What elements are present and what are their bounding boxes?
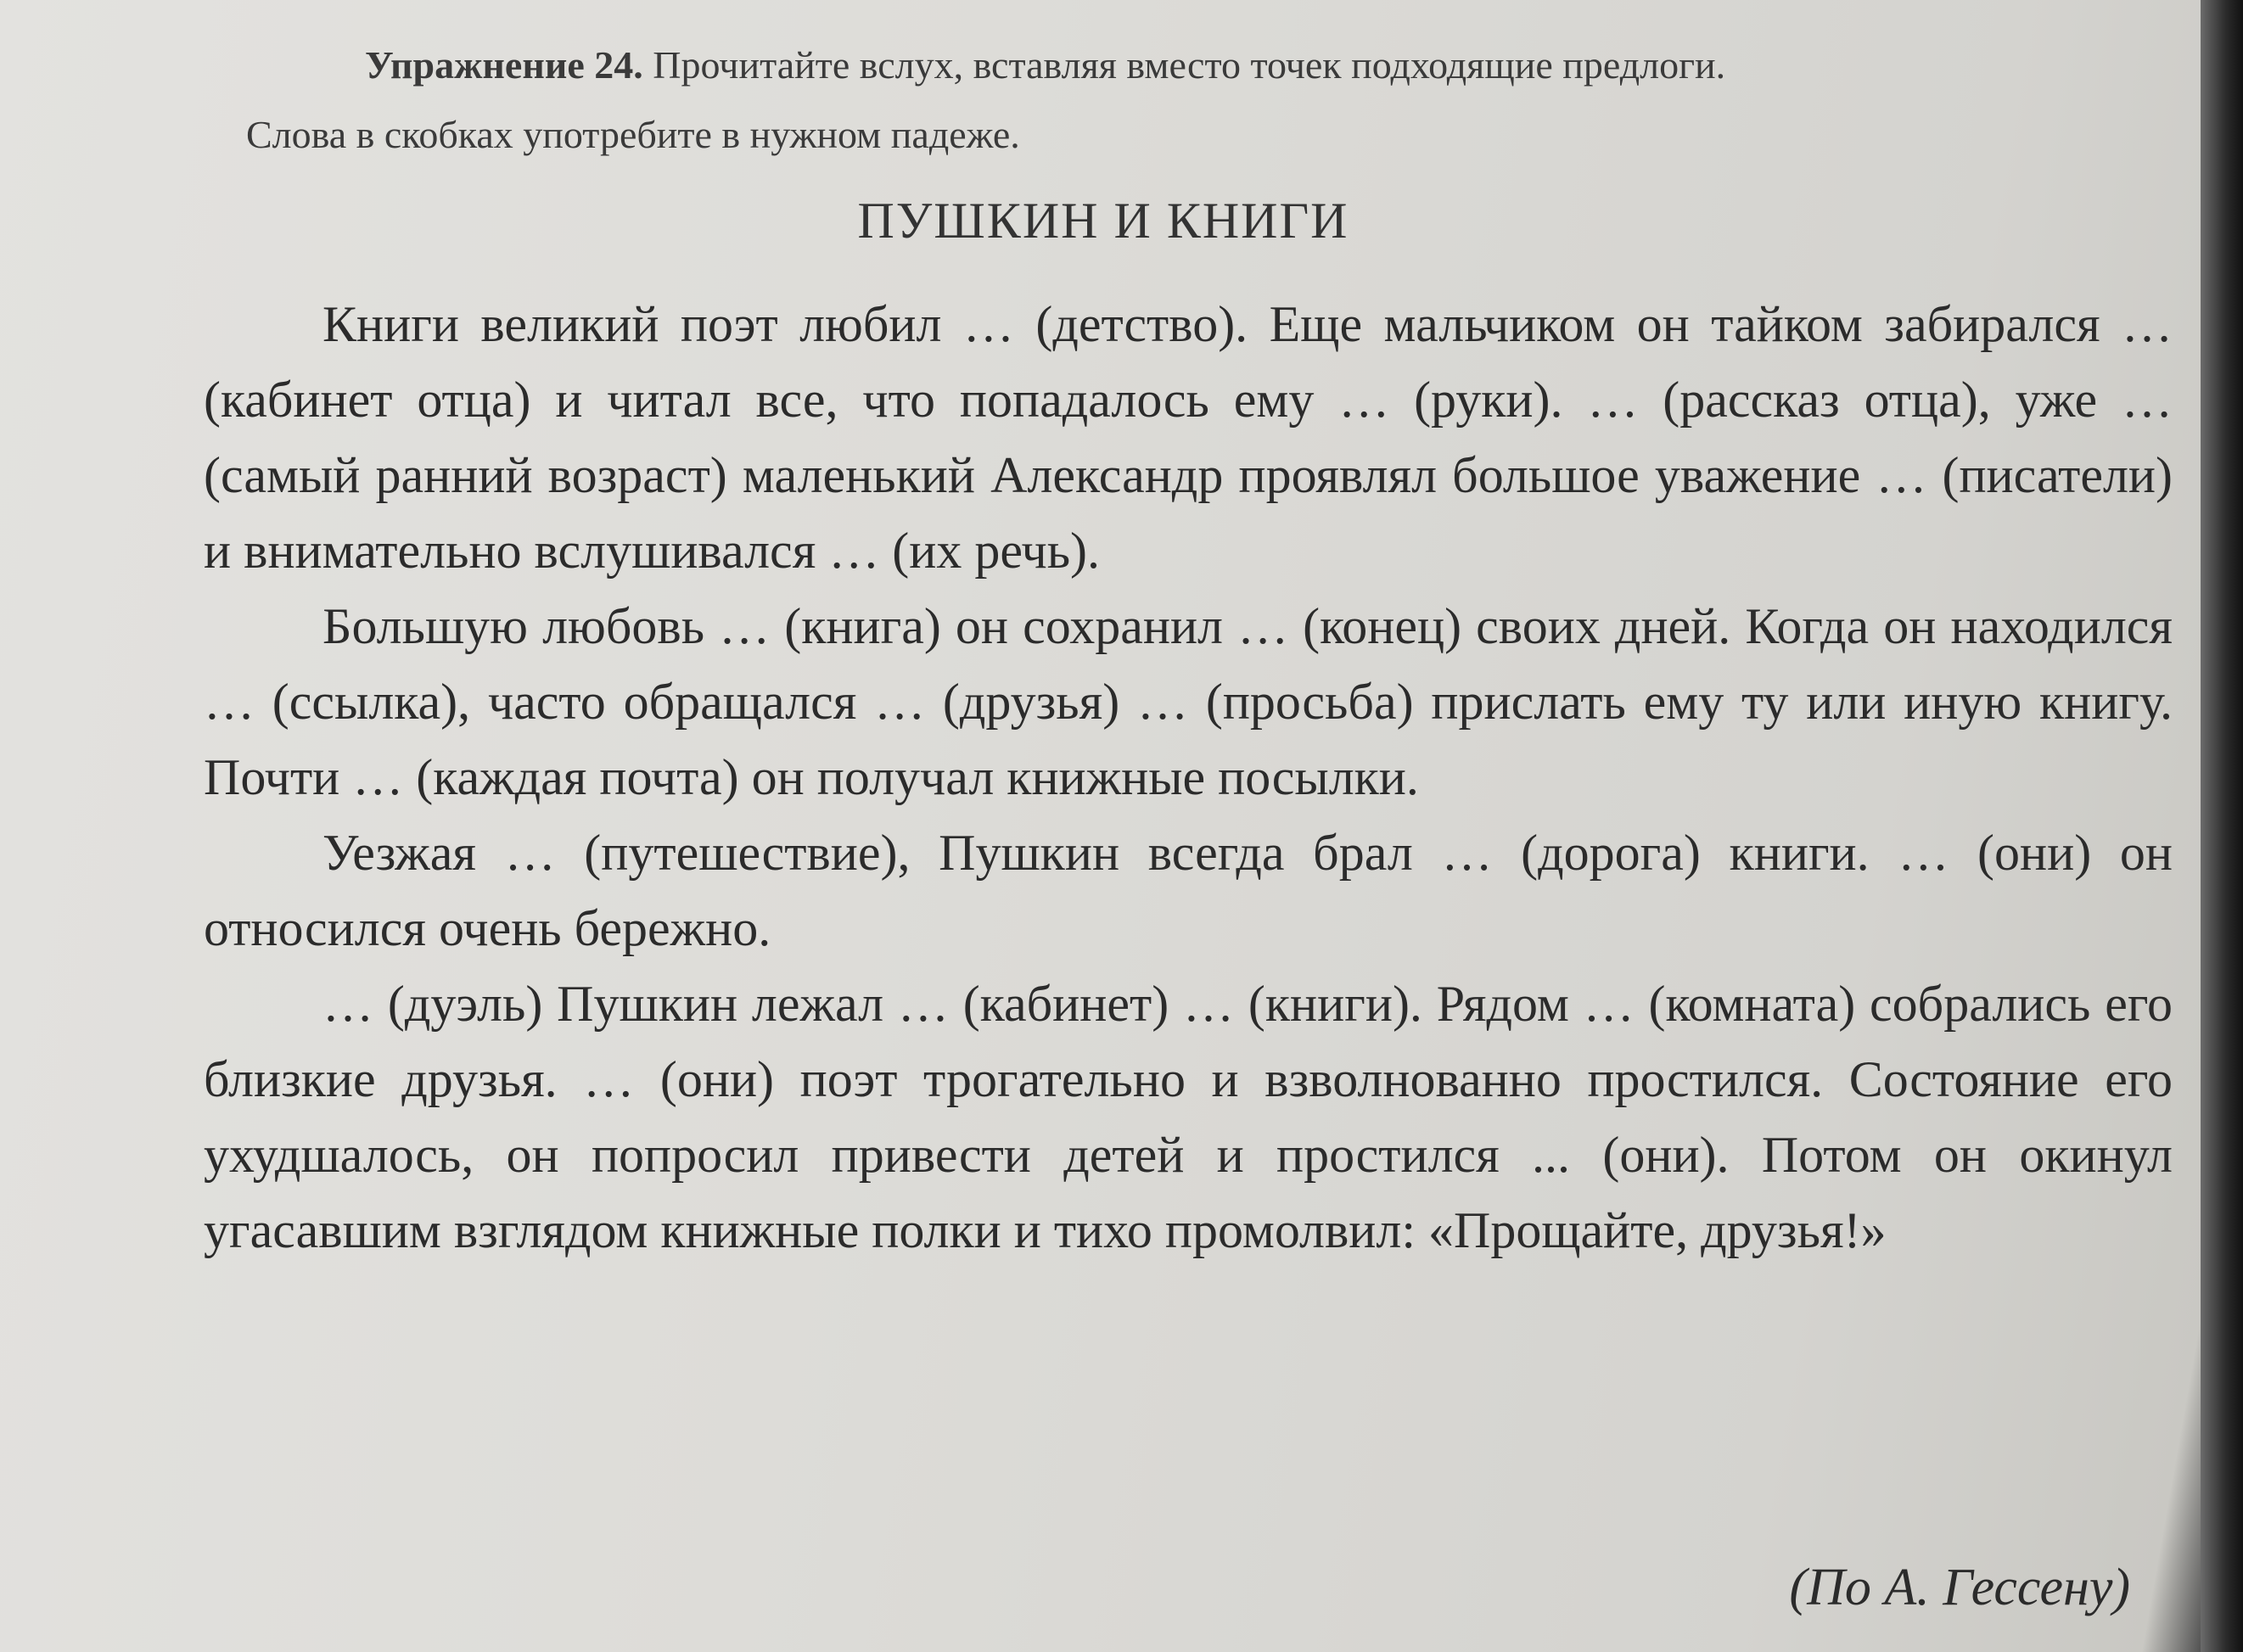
paragraph-4: … (дуэль) Пушкин лежал … (кабинет) … (книги). Рядом … (комната) собрались его близкие друзья. … (они) поэт трогательно и взволнованно простился. Состояние его ухудшалось, он попросил привести детей и простился ... (они). Потом он окинул угасавшим взглядом книжные полки и тихо промолвил: «Прощайте, друзья!» <box>204 976 2173 1258</box>
exercise-instruction-line1 <box>246 31 2164 100</box>
exercise-instruction-text: Прочитайте вслух, вставляя вместо точек подходящие предлоги. <box>653 43 1726 87</box>
paragraph-3: Уезжая … (путешествие), Пушкин всегда брал … (дорога) книги. … (они) он относился очень бережно. <box>204 825 2173 956</box>
exercise-header <box>246 31 2164 170</box>
book-binding-edge <box>2201 0 2243 1652</box>
exercise-label: Упражнение 24. <box>365 43 643 87</box>
paragraph-2: Большую любовь … (книга) он сохранил … (конец) своих дней. Когда он находился … (ссылка), часто обращался … (друзья) … (просьба) прислать ему ту или иную книгу. Почти … (каждая почта) он получал книжные посылки. <box>204 598 2173 805</box>
attribution: (По А. Гессену) <box>1789 1559 2130 1616</box>
story-body <box>204 287 2173 1268</box>
paragraph-1: Книги великий поэт любил … (детство). Еще мальчиком он тайком забирался … (кабинет отца) и читал все, что попадалось ему … (руки). … (рассказ отца), уже … (самый ранний возраст) маленький Александр проявлял большое уважение … (писатели) и внимательно вслушивался … (их речь). <box>204 296 2173 579</box>
exercise-instruction-line2: Слова в скобках употребите в нужном падеже. <box>246 113 1020 156</box>
story-title: ПУШКИН И КНИГИ <box>857 193 1349 249</box>
